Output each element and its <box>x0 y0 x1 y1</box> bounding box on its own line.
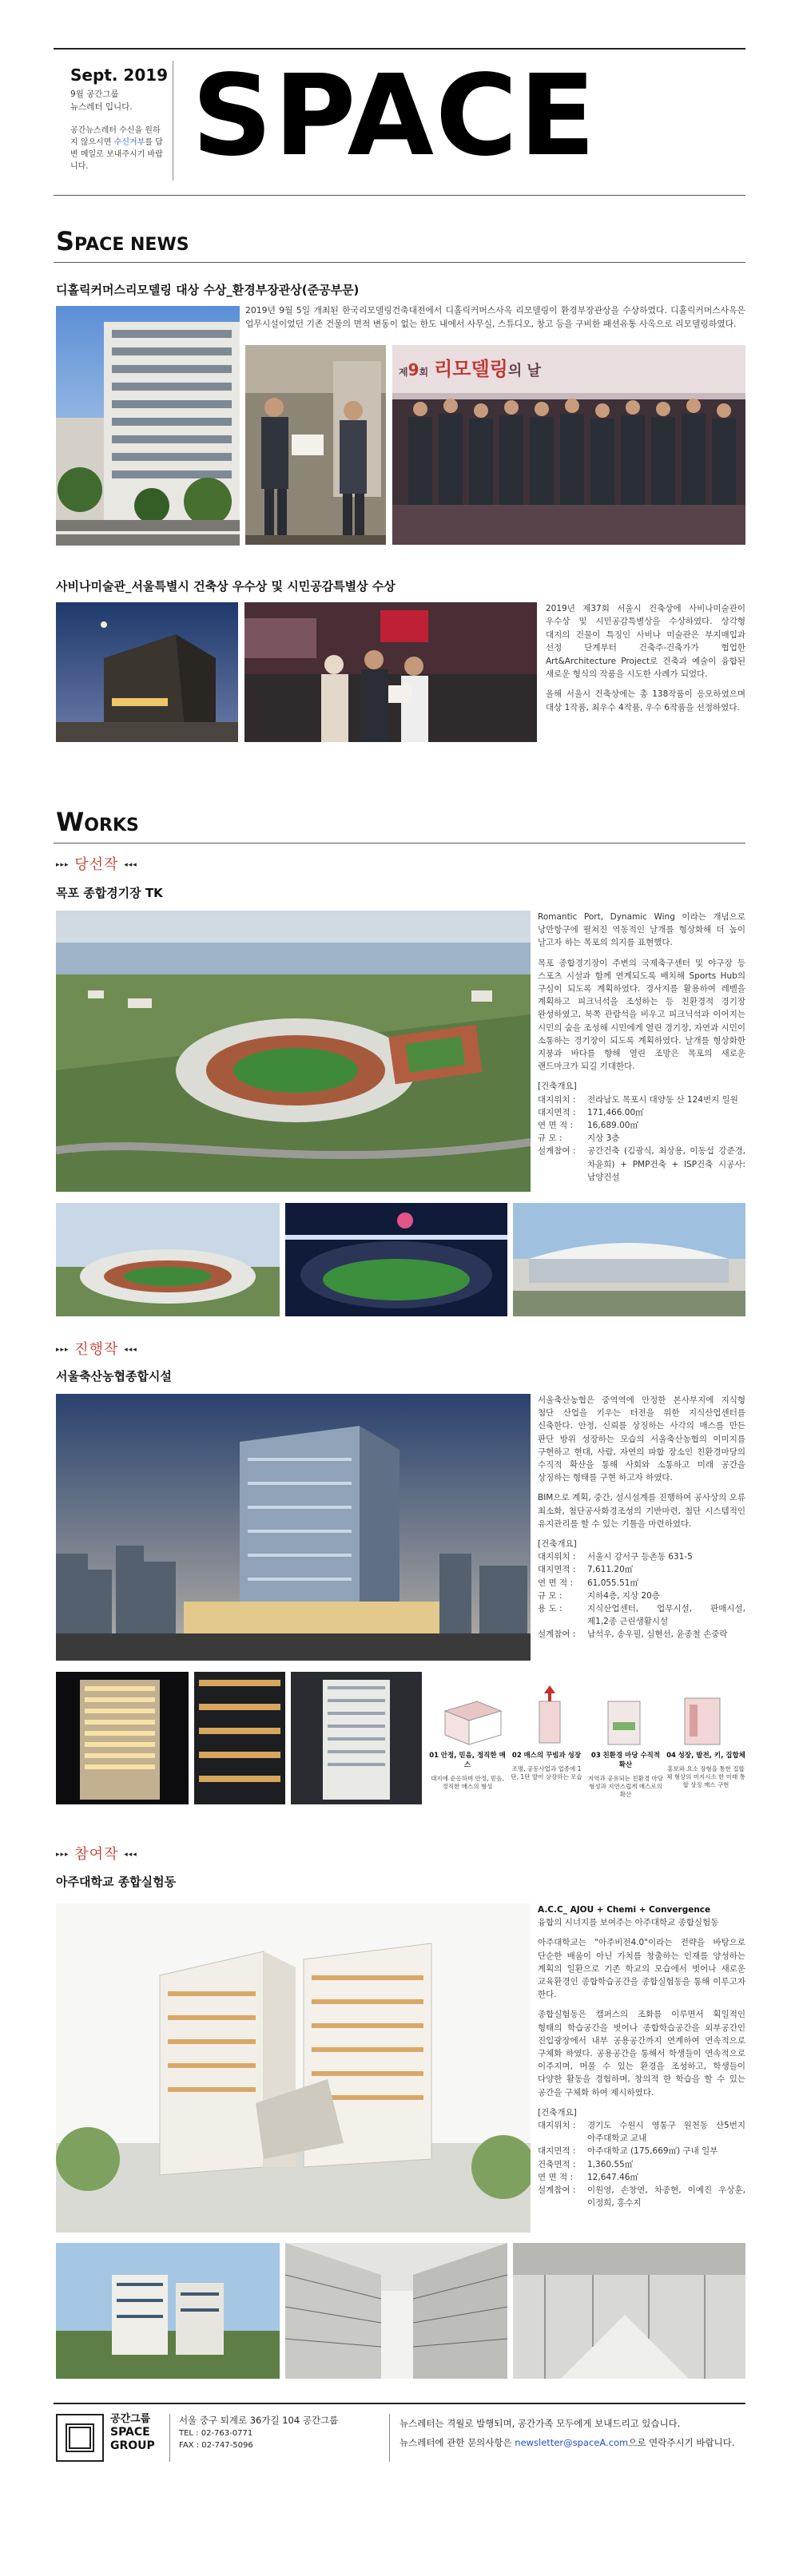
info-key: 대지위치 : <box>538 1552 576 1562</box>
tag-in-progress <box>56 1338 137 1359</box>
news-item-2-paragraph-1: 2019년 제37회 서울시 건축상에 사비나미술관이 우수상 및 시민공감특별상을 수상하였다. 상각형 대지의 건물이 특징인 사비나 미술관은 부지매입과 선정 단계부터 건축주-건축가가 협업한 Art&Architecture Project로 건축과 예술이 융합된 새로운 형식의 작품을 시도한 사례가 되었다. <box>546 604 745 680</box>
diagram-1-num: 01 <box>429 1752 439 1760</box>
banner-prefix: 제 <box>399 367 408 378</box>
footer-divider-2 <box>389 2414 390 2462</box>
mokpo-info-list <box>538 1094 745 1184</box>
info-value: 서울시 강서구 등촌동 631-5 <box>587 1552 693 1562</box>
info-row <box>538 1106 745 1119</box>
mokpo-paragraph-1: Romantic Port, Dynamic Wing 이라는 개념으로 낭만항구에 펼쳐진 역동적인 날개를 형상화해 더 높이 날고자 하는 목포의 의지를 표현했다. <box>538 912 745 948</box>
footer-contact <box>179 2414 338 2451</box>
logo-space: SPACE <box>110 2426 150 2439</box>
info-row <box>538 2184 745 2209</box>
ajou-lab-paragraph-2: 종합실험동은 캠퍼스의 조화를 이루면서 획일적인 형태의 학습공간을 벗어나 종합학습공간을 외부공간인 진입광장에서 내부 공용공간까지 연계하여 연속적으로 구체화 하였다. 공용공간을 통해서 학생들이 연속적으로 이주지며, 머물 수 있는 환경을 조성하고, 학생들이 다양한 활동을 경험하며, 창의적 한 학습을 할 수 있는 공간을 구체화 하여 제시하였다. <box>538 2010 745 2098</box>
info-row <box>538 1550 745 1563</box>
ajou-lab-description <box>538 1903 745 2209</box>
info-value: 16,689.00㎡ <box>587 1121 638 1131</box>
sabina-museum-photo <box>56 602 238 742</box>
banner-main-text: 리모델링 <box>434 358 508 380</box>
footer-tel: TEL : 02-763-0771 <box>179 2429 253 2438</box>
info-key: 규 모 : <box>538 1133 562 1144</box>
banner-mid: 회 <box>419 367 429 378</box>
info-key: 대지위치 : <box>538 2121 576 2131</box>
tag-winning <box>56 853 137 874</box>
heading-initial: S <box>56 226 75 256</box>
unsubscribe-text-tail: 를 답변 메일로 보내주시기 바랍니다. <box>70 138 163 171</box>
footer-note <box>400 2414 745 2452</box>
subtitle-line-1: 9월 공간그룹 <box>70 89 119 99</box>
tag-participation <box>56 1843 137 1864</box>
mokpo-stadium-title: 목포 종합경기장 TK <box>56 886 163 900</box>
seoul-livestock-render <box>56 1394 531 1661</box>
diagram-3-desc: 지역과 공유되는 친환경 마당 형성과 지연스럽게 매스로의 확산 <box>587 1775 664 1798</box>
info-value: 12,647.46㎡ <box>587 2172 638 2182</box>
info-key: 대지면적 : <box>538 1565 576 1575</box>
footer-address: 서울 중구 퇴계로 36가길 104 공간그룹 <box>179 2415 339 2426</box>
logo-korean: 공간그룹 <box>110 2413 151 2425</box>
news-item-2-title: 사비나미술관_서울특별시 건축상 우수상 및 시민공감특별상 수상 <box>56 579 396 593</box>
tag-arrows-right: ◂◂◂ <box>124 1346 137 1354</box>
award-ceremony-photo <box>245 345 386 545</box>
info-row <box>538 1602 745 1628</box>
info-key: 규 모 : <box>538 1590 562 1601</box>
footer-divider-1 <box>169 2414 170 2462</box>
info-row <box>538 1094 745 1106</box>
mokpo-render-night <box>285 1203 507 1316</box>
diagram-4-title: 성장, 발전, 키, 집합체 <box>678 1752 745 1760</box>
ajou-lab-title: 아주대학교 종합실험동 <box>56 1875 177 1889</box>
tag-arrows-right: ◂◂◂ <box>124 1851 137 1859</box>
info-row <box>538 1563 745 1576</box>
info-value: 지하4층, 지상 20층 <box>587 1590 660 1601</box>
ajou-lab-render <box>56 1903 531 2233</box>
info-row <box>538 1590 745 1602</box>
seoul-livestock-night-facade <box>56 1672 189 1804</box>
diagram-3-title: 친환경 마당 수직적 확산 <box>602 1752 661 1769</box>
info-key: 연 면 적 : <box>538 2172 573 2182</box>
info-key: 대지면적 : <box>538 2146 576 2157</box>
tag-arrows-left: ▸▸▸ <box>56 1851 70 1859</box>
event-banner <box>399 353 541 381</box>
remodeling-day-group-photo <box>392 345 745 545</box>
info-value: 지상 3층 <box>587 1133 620 1144</box>
seoul-livestock-paragraph-2: BIM으로 계획, 중간, 설시설계를 진행하여 공사상의 오류 최소화, 첨단공사화경조성의 기반마련, 첨단 시스템적인 유지관리를 할 수 있는 기틀을 마련하였다. <box>538 1493 745 1529</box>
ajou-lab-campus-render <box>56 2243 280 2379</box>
news-item-1-text: 2019년 9월 5일 개최된 한국리모델링건축대전에서 디홀릭커머스사옥 리모델링이 환경부장관상을 수상하였다. 디홀릭커머스사옥은 업무시설이었던 기존 건물의 면적 변동이 없는 한도 내에서 사무실, 스튜디오, 창고 등을 구비한 패션유통 사옥으로 리모델링하였다. <box>245 305 745 329</box>
info-value: 지식산업센터, 업무시설, 판매시설, 제1,2종 근린생활시설 <box>587 1604 745 1627</box>
info-key: 대지위치 : <box>538 1094 576 1105</box>
diagram-4-desc: 홍보와 요소 장형을 통한 집합체 형상의 미지시소 한 미래 통합 상징 매스 구현 <box>666 1765 745 1788</box>
seoul-livestock-title: 서울축산농협종합시설 <box>56 1369 172 1383</box>
mokpo-render-entrance <box>513 1203 745 1316</box>
info-key: 설계참여 : <box>538 2185 576 2196</box>
info-row <box>538 1577 745 1590</box>
diagram-caption-1 <box>429 1751 506 1791</box>
mokpo-render-day <box>56 1203 280 1316</box>
ajou-lab-lead: A.C.C_ AJOU + Chemi + Convergence <box>538 1905 711 1915</box>
seoul-livestock-description <box>538 1394 745 1641</box>
diagram-caption-3 <box>587 1751 664 1799</box>
seoul-award-photo <box>244 602 537 742</box>
mokpo-description <box>538 911 745 1184</box>
info-key: 연 면 적 : <box>538 1578 573 1588</box>
info-row <box>538 2158 745 2171</box>
ajou-lab-info-title: [건축개요] <box>538 2107 577 2118</box>
masthead-subtitle <box>70 88 166 113</box>
info-row <box>538 1145 745 1184</box>
info-row <box>538 2171 745 2184</box>
works-rest: ORKS <box>84 816 139 836</box>
diagram-1-title: 안정, 믿음, 정직한 매스 <box>440 1752 506 1769</box>
banner-tail: 의 날 <box>507 363 541 379</box>
space-news-heading <box>56 226 189 256</box>
seoul-livestock-info-title: [건축개요] <box>538 1539 577 1550</box>
unsubscribe-link[interactable]: 수신거부 <box>113 138 145 147</box>
diagram-4-num: 04 <box>666 1752 676 1760</box>
info-row <box>538 2145 745 2157</box>
tag-participation-label: 참여작 <box>74 1846 119 1863</box>
diagram-2-title: 매스의 꾸빔과 성장 <box>523 1752 582 1760</box>
info-value: 1,360.55㎡ <box>587 2159 634 2169</box>
tag-arrows-left: ▸▸▸ <box>56 861 70 869</box>
info-row <box>538 1132 745 1145</box>
tag-arrows-right: ◂◂◂ <box>124 861 137 869</box>
seoul-livestock-tower-render <box>291 1672 422 1804</box>
unsubscribe-text: 공간뉴스레터 수신을 원하지 않으시면 <box>70 126 161 147</box>
ajou-lab-atrium-sketch <box>285 2243 507 2379</box>
mokpo-stadium-aerial-render <box>56 911 531 1192</box>
info-value: 이원영, 손창연, 차종현, 이예진 우상훈, 이정희, 홍수지 <box>587 2185 745 2209</box>
info-value: 공간건축 (김광식, 최상용, 이동섭 강준경, 차윤희) + PMP건축 + ISP건축 시공사: 남양건설 <box>587 1146 745 1182</box>
footer-fax: FAX : 02-747-5096 <box>179 2441 253 2450</box>
diagram-2-num: 02 <box>511 1752 522 1760</box>
mokpo-paragraph-2: 목포 종합경기장이 주변의 국제축구센터 및 야구장 등 스포츠 시설과 함께 연계되도록 배치해 Sports Hub의 구심이 되도록 계획하였다. 경사지를 활용하여 레벨을 계획하고 피크닉석을 조성하는 등 친환경적 경기장 완성하였고, 북쪽 관람석을 비우고 피크닉석과 이어지는 시민의 숲을 조성해 시민에게 열린 경기장, 자연과 시민이 소통하는 경기장이 되도록 계획하였다. 날개를 형상화한 지붕과 바다를 향해 열린 조망은 목포의 새로운 랜드마크가 되길 기대한다. <box>538 958 745 1072</box>
mokpo-info-title: [건축개요] <box>538 1082 577 1092</box>
heading-rest: PACE NEWS <box>74 235 189 255</box>
news-item-2-paragraph-2: 올해 서울시 건축상에는 총 138작품이 응모하였으며 대상 1작품, 최우수 4작품, 우수 6작품을 선정하였다. <box>546 689 745 712</box>
logo-group: GROUP <box>110 2439 155 2452</box>
works-heading <box>56 807 139 837</box>
unsubscribe-note <box>70 125 165 173</box>
info-key: 대지면적 : <box>538 1107 576 1117</box>
ajou-lab-intro: 융합의 시너지를 보여주는 아주대학교 종합실험동 <box>538 1918 719 1928</box>
info-value: 남석우, 송우필, 심현선, 윤종철 손중락 <box>587 1629 728 1640</box>
footer-rule <box>54 2403 745 2404</box>
footer-note-line-2: 뉴스레터에 관한 문의사항은 <box>400 2437 515 2448</box>
tag-arrows-left: ▸▸▸ <box>56 1346 70 1354</box>
issue-date: Sept. 2019 <box>70 65 169 85</box>
works-initial: W <box>56 807 85 837</box>
tag-winning-label: 당선작 <box>74 856 119 873</box>
subtitle-line-2: 뉴스레터 입니다. <box>70 102 133 112</box>
concept-diagram-shapes <box>429 1685 745 1749</box>
space-group-logo-icon <box>56 2414 104 2462</box>
news-item-2-text <box>546 602 745 714</box>
diagram-caption-4 <box>666 1751 745 1789</box>
info-key: 연 면 적 : <box>538 1121 573 1131</box>
tag-in-progress-label: 진행작 <box>74 1341 119 1358</box>
ajou-lab-info-list <box>538 2119 745 2209</box>
seoul-livestock-paragraph-1: 서울축산농협은 중역역에 안정한 본사부지에 지식형 첨단 산업을 키우는 터전을 위한 지식산업센터를 신축한다. 안정, 신뢰를 상징하는 사각의 매스를 만든 판단 방위 성장하는 모습의 서울축산농협의 이미지를 구현하고 현대, 사람, 자연의 파합 장소인 친환경마당의 수직적 확산을 통해 사회와 소통하고 미래 공간을 상징하는 형태를 구현 하고자 하였다. <box>538 1395 745 1483</box>
seoul-livestock-facade-detail <box>194 1672 285 1804</box>
footer-note-line-2-tail: 으로 연락주시기 바랍니다. <box>628 2437 735 2448</box>
diagram-caption-2 <box>508 1751 585 1781</box>
diagram-3-num: 03 <box>590 1752 601 1760</box>
newsletter-email-link[interactable]: newsletter@spaceA.com <box>515 2437 629 2448</box>
info-value: 아주대학교 (175,669㎡) 구내 일부 <box>587 2146 718 2157</box>
space-group-logo-text <box>110 2412 155 2453</box>
seoul-livestock-info-list <box>538 1550 745 1641</box>
info-value: 171,466.00㎡ <box>587 1107 644 1117</box>
masthead-title: SPACE <box>192 51 598 181</box>
info-row <box>538 2119 745 2145</box>
news-item-1-title: 디홀릭커머스리모델링 대상 수상_환경부장관상(준공부문) <box>56 283 360 297</box>
info-key: 건축면적 : <box>538 2159 576 2169</box>
info-value: 전라남도 목포시 대양동 산 124번지 일원 <box>587 1094 738 1105</box>
info-value: 경기도 수원시 영통구 원천동 산5번지 아주대학교 교내 <box>587 2121 745 2144</box>
info-key: 설계참여 : <box>538 1146 576 1157</box>
news-rule <box>54 262 745 263</box>
info-row <box>538 1119 745 1132</box>
dholic-building-photo <box>56 306 240 546</box>
banner-number: 9 <box>407 360 419 379</box>
top-rule <box>54 48 745 50</box>
diagram-1-desc: 대지에 순응하며 안정, 믿음, 정직한 매스의 형성 <box>431 1775 504 1790</box>
diagram-2-desc: 조명, 공동사업과 업종에 1단, 1단 발어 상장하는 모습 <box>511 1765 582 1780</box>
info-key: 용 도 : <box>538 1604 562 1614</box>
footer-note-line-1: 뉴스레터는 격월로 발행되며, 공간가족 모두에게 보내드리고 있습니다. <box>400 2418 681 2429</box>
info-key: 설계참여 : <box>538 1629 576 1640</box>
info-row <box>538 1628 745 1641</box>
ajou-lab-paragraph-1: 아주대학교는 "아주비전4.0"이라는 전략을 바탕으로 단순한 배움이 아닌 가치를 창출하는 인재를 양성하는 계획의 일환으로 기존 학교의 모습에서 벗어나 새로운 교육환경인 종합학습공간을 종합실험동을 통해 이루고자 한다. <box>538 1938 745 2000</box>
masthead-bottom-rule <box>54 195 745 196</box>
ajou-lab-lobby-sketch <box>513 2243 745 2379</box>
info-value: 7,611.20㎡ <box>587 1565 634 1575</box>
info-value: 61,055.51㎡ <box>587 1578 638 1588</box>
